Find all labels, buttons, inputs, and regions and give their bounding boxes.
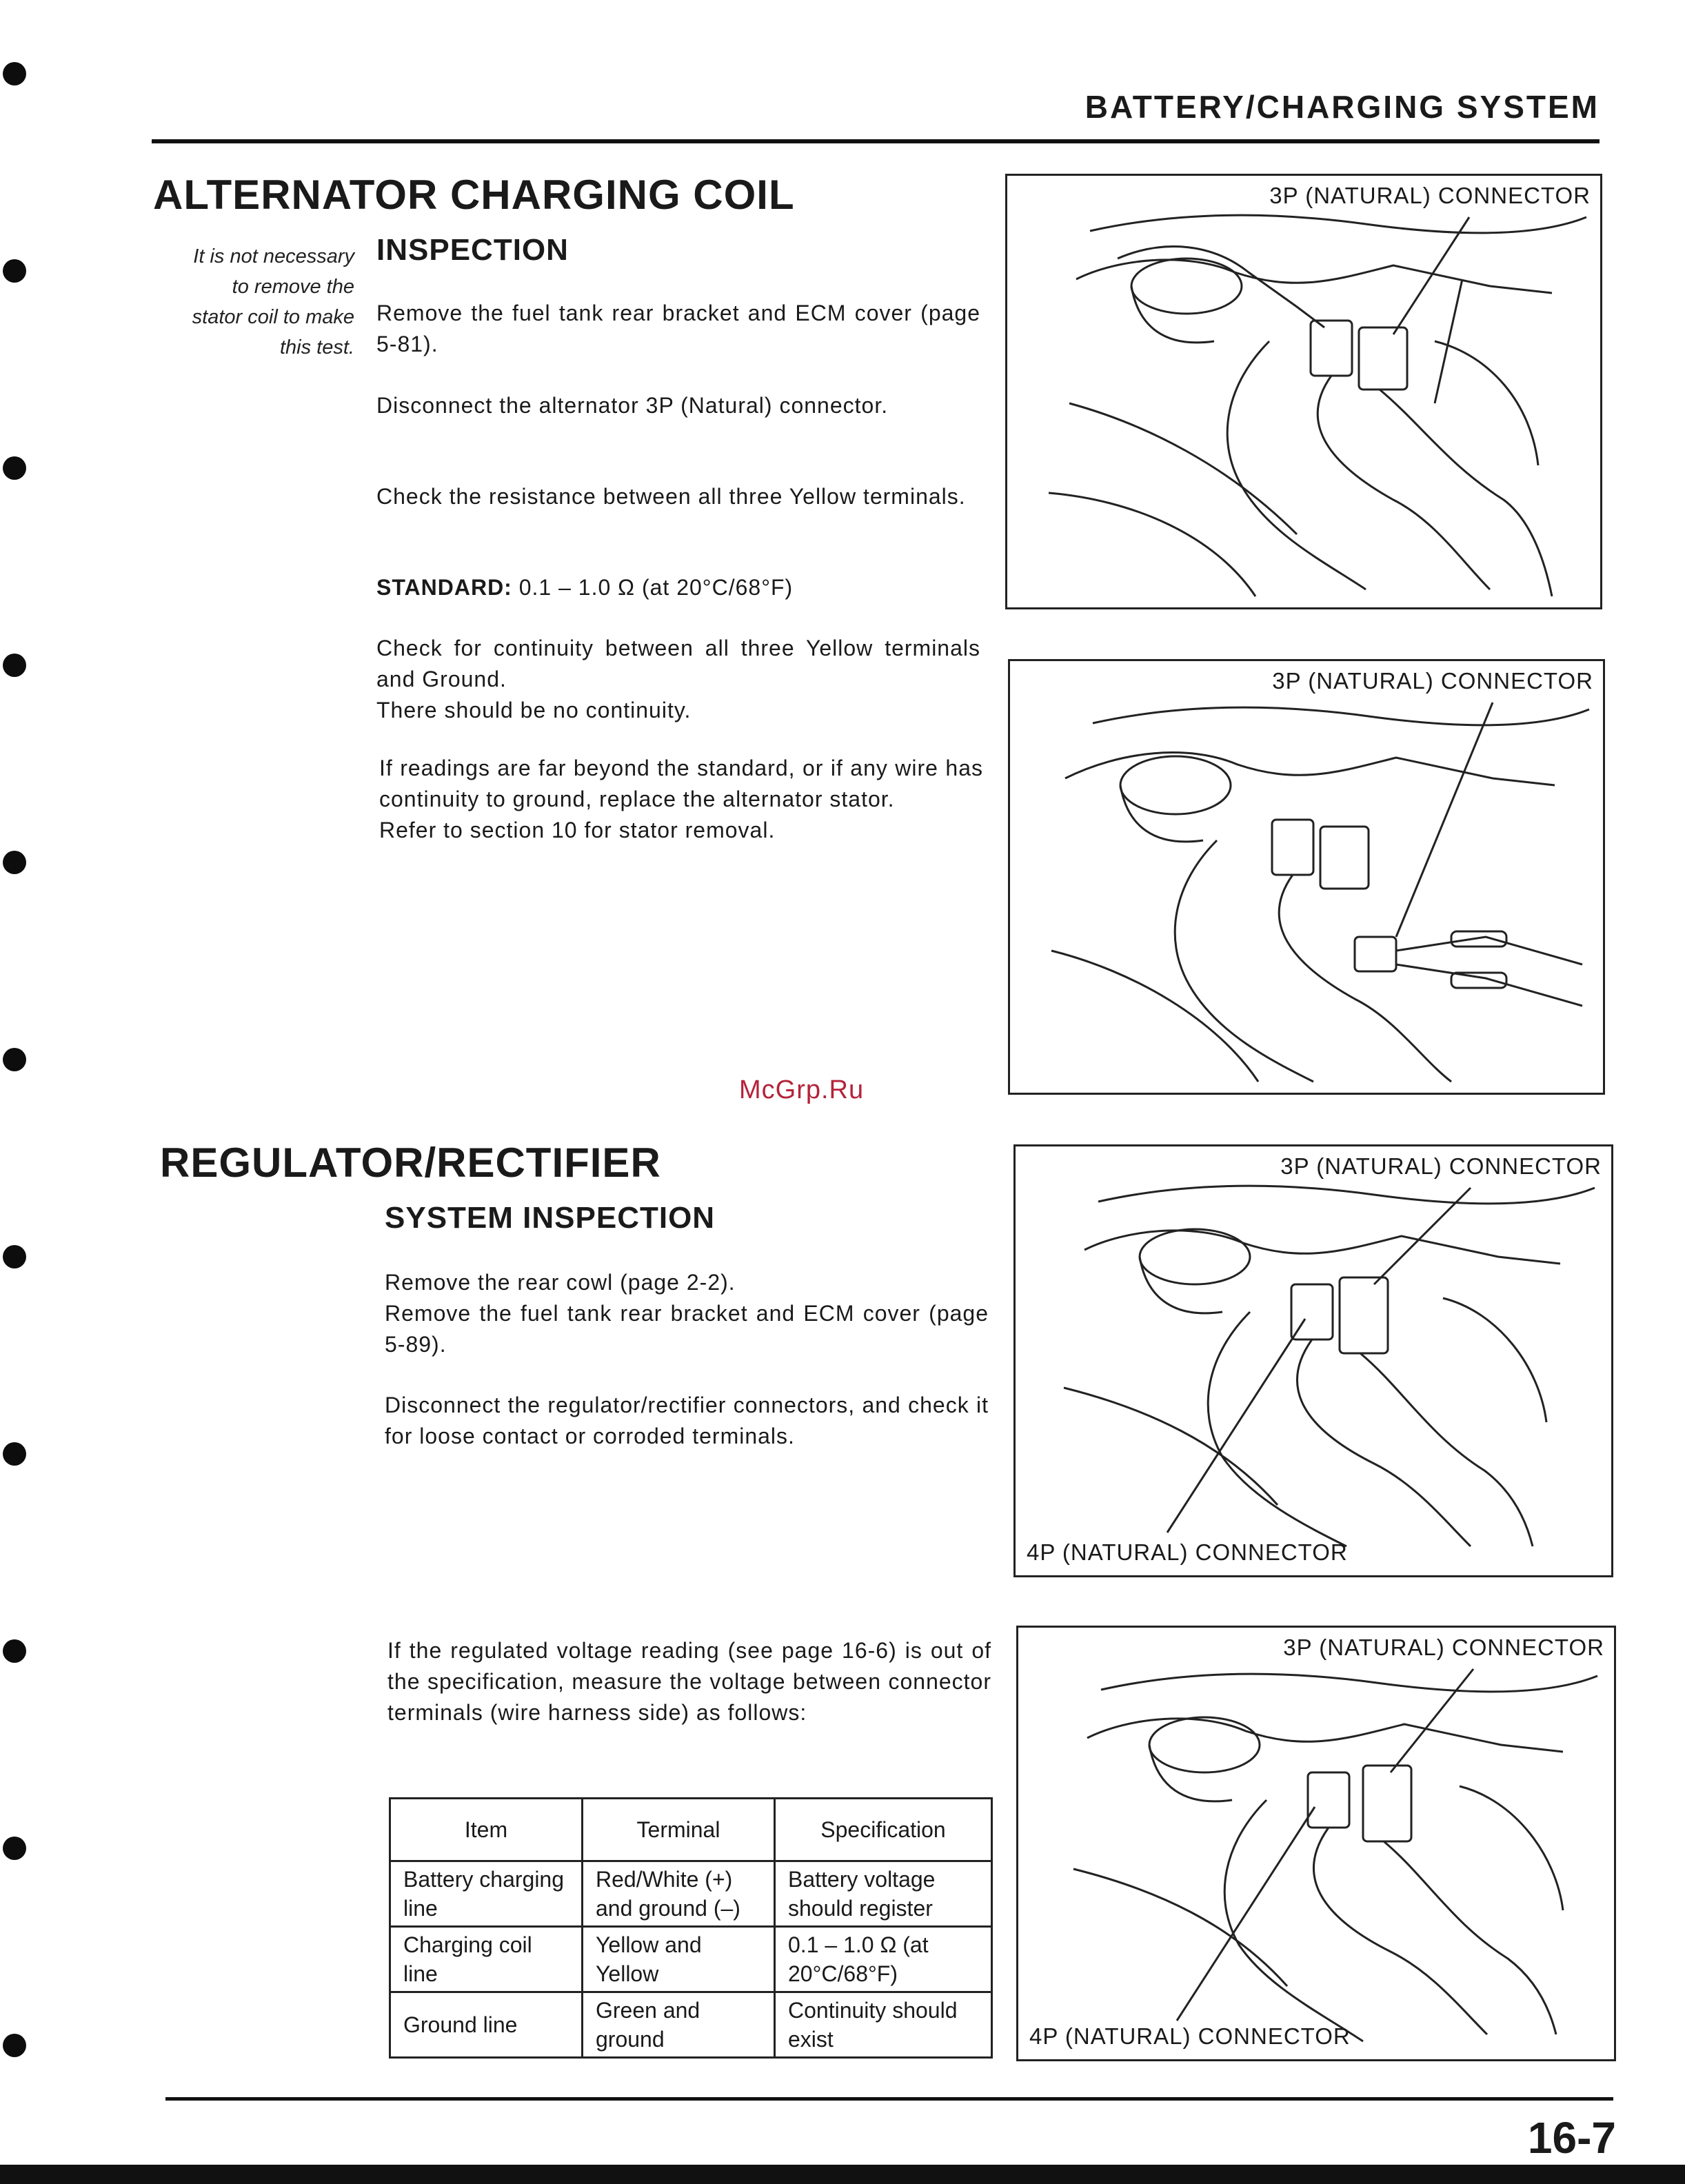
subtitle-inspection: INSPECTION bbox=[376, 233, 569, 267]
binder-hole-dot bbox=[3, 1048, 26, 1071]
scan-bottom-edge bbox=[0, 2165, 1685, 2184]
section-title-alternator: ALTERNATOR CHARGING COIL bbox=[153, 172, 795, 218]
cell-terminal: Yellow and Yellow bbox=[583, 1927, 775, 1992]
cell-item: Charging coil line bbox=[390, 1927, 583, 1992]
cell-item: Battery charging line bbox=[390, 1861, 583, 1927]
paragraph-check-continuity bbox=[376, 633, 980, 726]
cell-item: Ground line bbox=[390, 1992, 583, 2058]
header-specification: Specification bbox=[775, 1799, 992, 1861]
no-continuity-text: There should be no continuity. bbox=[376, 698, 692, 722]
regulator-spec-table bbox=[389, 1797, 993, 2059]
cell-spec: 0.1 – 1.0 Ω (at 20°C/68°F) bbox=[775, 1927, 992, 1992]
header-section-title: BATTERY/CHARGING SYSTEM bbox=[1084, 89, 1600, 125]
figure-regulator-connectors bbox=[1013, 1144, 1613, 1577]
figure-regulator-voltage-test bbox=[1016, 1626, 1616, 2061]
side-note-line: stator coil to make bbox=[192, 306, 354, 328]
paragraph-replace-stator bbox=[379, 753, 983, 846]
binder-hole-dot bbox=[3, 2034, 26, 2057]
side-note-line: It is not necessary bbox=[193, 245, 354, 267]
harness-illustration bbox=[1007, 176, 1600, 607]
remove-bracket-text: Remove the fuel tank rear bracket and ECM cover (page 5-89). bbox=[385, 1301, 989, 1357]
standard-label: STANDARD: bbox=[376, 575, 512, 600]
binder-hole-dot bbox=[3, 654, 26, 677]
multimeter-illustration bbox=[1010, 661, 1603, 1093]
table-header-row bbox=[390, 1799, 992, 1861]
cell-terminal: Red/White (+) and ground (–) bbox=[583, 1861, 775, 1927]
side-note-line: to remove the bbox=[232, 276, 354, 298]
cell-spec: Continuity should exist bbox=[775, 1992, 992, 2058]
paragraph-disconnect-3p: Disconnect the alternator 3P (Natural) connector. bbox=[376, 393, 889, 418]
cell-spec: Battery voltage should register bbox=[775, 1861, 992, 1927]
refer-section-text: Refer to section 10 for stator removal. bbox=[379, 818, 776, 842]
fig4-label-4p: 4P (NATURAL) CONNECTOR bbox=[1029, 2023, 1351, 2049]
binder-hole-dot bbox=[3, 62, 26, 85]
fig3-label-4p: 4P (NATURAL) CONNECTOR bbox=[1027, 1539, 1348, 1565]
side-note-line: this test. bbox=[280, 336, 354, 358]
header-terminal: Terminal bbox=[583, 1799, 775, 1861]
binder-hole-dot bbox=[3, 1245, 26, 1268]
binder-hole-dot bbox=[3, 1639, 26, 1663]
watermark: McGrp.Ru bbox=[739, 1075, 865, 1104]
subtitle-system-inspection: SYSTEM INSPECTION bbox=[385, 1201, 716, 1235]
binder-hole-dot bbox=[3, 851, 26, 874]
figure-3p-resistance-test bbox=[1008, 659, 1605, 1095]
table-row bbox=[390, 1992, 992, 2058]
binder-hole-dot bbox=[3, 259, 26, 283]
regulator-harness-illustration bbox=[1016, 1146, 1611, 1575]
header-item: Item bbox=[390, 1799, 583, 1861]
cell-terminal: Green and ground bbox=[583, 1992, 775, 2058]
paragraph-remove-bracket: Remove the fuel tank rear bracket and ECM cover (page 5-81). bbox=[376, 301, 980, 356]
footer-rule bbox=[165, 2097, 1613, 2101]
binder-hole-dot bbox=[3, 456, 26, 480]
figure-3p-connector-location bbox=[1005, 174, 1602, 609]
replace-stator-text: If readings are far beyond the standard, or if any wire has continuity to ground, replace the alternator stator. bbox=[379, 756, 983, 811]
paragraph-remove-cowl bbox=[385, 1267, 989, 1360]
standard-spec bbox=[376, 572, 980, 603]
paragraph-regulated-voltage: If the regulated voltage reading (see page 16-6) is out of the specification, measure the voltage between connector terminals (wire harness side) as follows: bbox=[387, 1638, 991, 1725]
side-note bbox=[138, 241, 354, 363]
fig3-label-3p: 3P (NATURAL) CONNECTOR bbox=[1280, 1153, 1602, 1179]
fig1-label-3p: 3P (NATURAL) CONNECTOR bbox=[1269, 183, 1591, 208]
table-row bbox=[390, 1927, 992, 1992]
section-title-regulator: REGULATOR/RECTIFIER bbox=[160, 1140, 661, 1186]
paragraph-disconnect-regulator: Disconnect the regulator/rectifier connectors, and check it for loose contact or corroded terminals. bbox=[385, 1393, 989, 1448]
paragraph-check-resistance: Check the resistance between all three Yellow terminals. bbox=[376, 484, 966, 509]
header-rule bbox=[152, 139, 1600, 143]
binder-hole-dot bbox=[3, 1837, 26, 1860]
binder-hole-dot bbox=[3, 1442, 26, 1466]
remove-cowl-text: Remove the rear cowl (page 2-2). bbox=[385, 1270, 736, 1295]
fig2-label-3p: 3P (NATURAL) CONNECTOR bbox=[1272, 668, 1593, 694]
standard-value: 0.1 – 1.0 Ω (at 20°C/68°F) bbox=[512, 575, 794, 600]
fig4-label-3p: 3P (NATURAL) CONNECTOR bbox=[1283, 1635, 1604, 1660]
page-number: 16-7 bbox=[1527, 2113, 1616, 2163]
table-row bbox=[390, 1861, 992, 1927]
continuity-text: Check for continuity between all three Yellow terminals and Ground. bbox=[376, 636, 980, 691]
regulator-test-illustration bbox=[1018, 1628, 1614, 2059]
